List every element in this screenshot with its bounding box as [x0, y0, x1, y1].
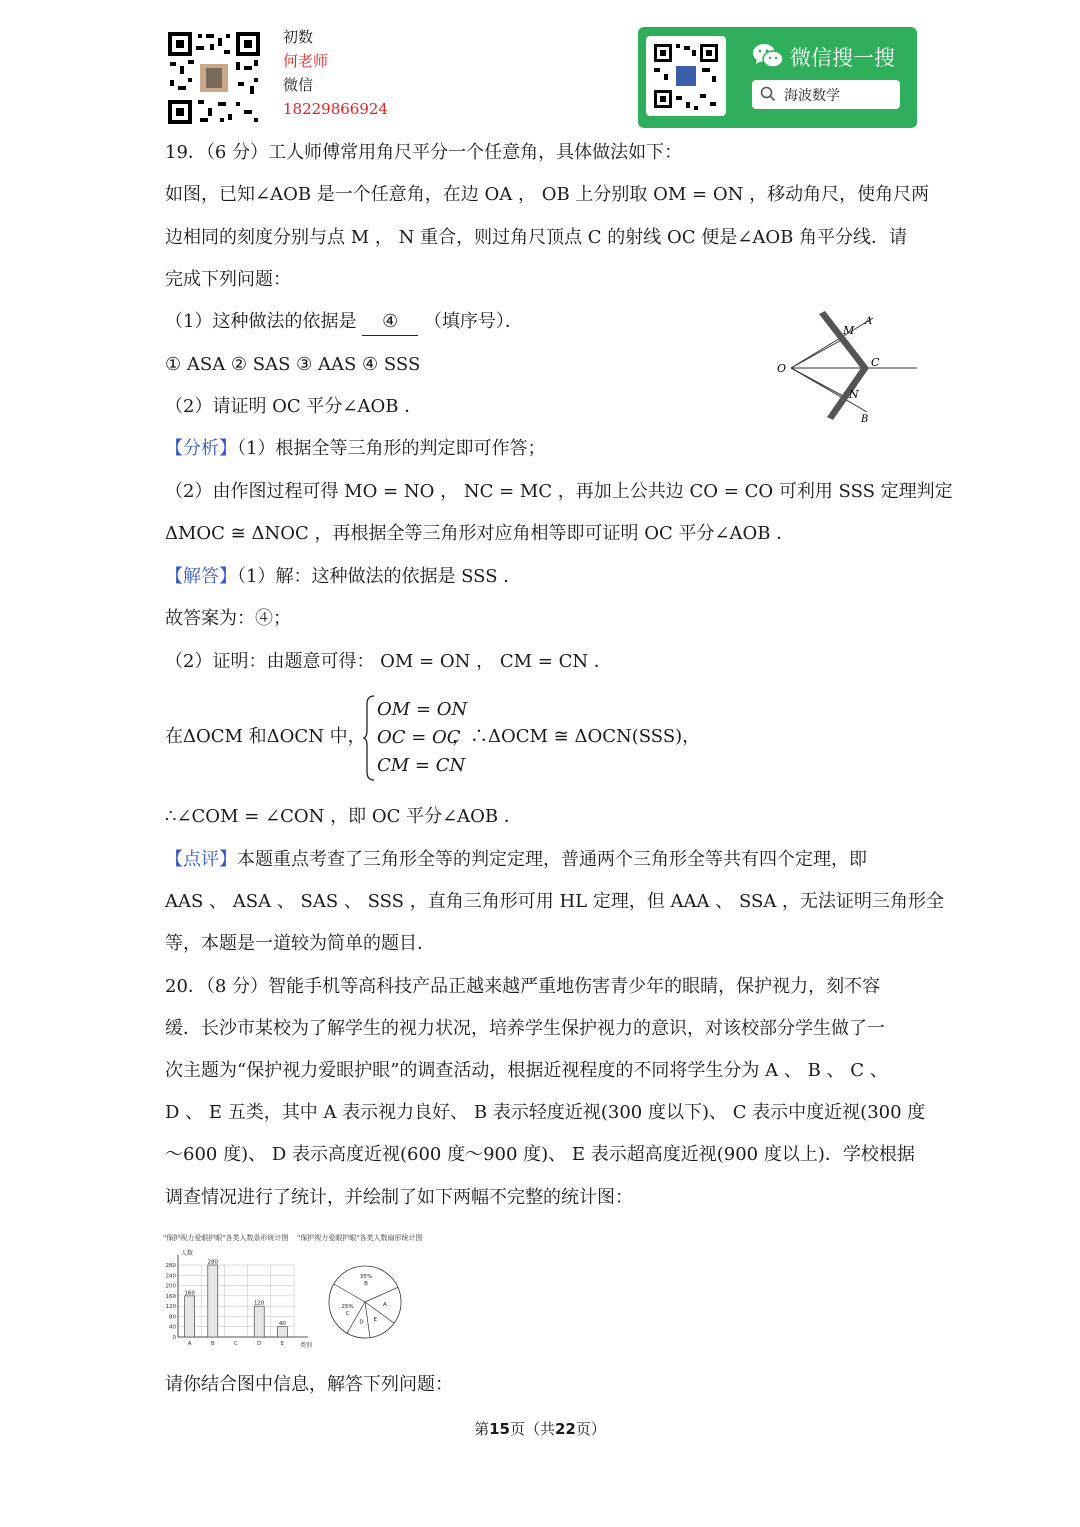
- page-number: 15: [489, 1420, 510, 1438]
- bar: [208, 1265, 218, 1337]
- pie-slice-label: D: [359, 1319, 364, 1326]
- label-n: N: [849, 388, 859, 401]
- q19-answer-2: 故答案为：④；: [165, 608, 291, 629]
- q19-paragraph-2: 边相同的刻度分别与点 M ， N 重合，则过角尺顶点 C 的射线 OC 便是∠AOB 角平分线．请: [165, 227, 908, 248]
- label-c: C: [871, 356, 880, 369]
- bar-data-label: 160: [184, 1290, 195, 1297]
- search-icon: [760, 86, 776, 102]
- label-a: A: [865, 316, 873, 327]
- bar: [254, 1306, 264, 1337]
- y-axis-label: 人数: [181, 1250, 194, 1257]
- system-brace: [362, 694, 376, 782]
- bar-data-label: 40: [278, 1321, 286, 1328]
- wechat-search-title: 微信搜一搜: [790, 46, 895, 70]
- page-total: 22: [555, 1420, 576, 1438]
- y-tick-label: 0: [172, 1335, 176, 1341]
- bar: [185, 1296, 195, 1337]
- angle-bisector-figure: [775, 308, 920, 430]
- q19-analysis-3: ΔMOC ≅ ΔNOC ，再根据全等三角形对应角相等即可证明 OC 平分∠AOB ．: [165, 523, 795, 544]
- q20-paragraph-7: 请你结合图中信息，解答下列问题：: [165, 1374, 453, 1395]
- q19-comment-1: [165, 847, 867, 873]
- y-tick-label: 200: [165, 1283, 176, 1290]
- contact-teacher: 何老师: [283, 52, 329, 70]
- y-tick-label: 240: [165, 1273, 176, 1280]
- q20-paragraph-6: 调查情况进行了统计，并绘制了如下两幅不完整的统计图：: [165, 1187, 633, 1208]
- q19-analysis-1: [165, 436, 545, 462]
- y-tick-label: 280: [165, 1263, 176, 1269]
- x-axis-label: 类别: [300, 1342, 313, 1349]
- x-tick-label: C: [234, 1341, 238, 1347]
- qr-code-icon: [646, 36, 726, 116]
- q19-paragraph-1: 如图，已知∠AOB 是一个任意角，在边 OA ， OB 上分别取 OM = ON ，移动角尺，使角尺两: [165, 184, 930, 205]
- page-footer: [0, 1418, 1080, 1439]
- label-m: M: [843, 324, 855, 337]
- pie-chart: [322, 1262, 408, 1342]
- pie-slice-label: C: [345, 1311, 350, 1317]
- x-tick-label: E: [280, 1341, 285, 1347]
- pie-chart-title: "保护视力爱眼护眼"各类人数扇形统计图: [297, 1234, 423, 1242]
- q20-paragraph-1: 20．（8 分）智能手机等高科技产品正越来越严重地伤害青少年的眼睛，保护视力，刻不容: [165, 976, 881, 997]
- pie-percent-label: 25%: [341, 1304, 354, 1310]
- bar-chart-title: "保护视力爱眼护眼"各类人数条形统计图: [163, 1234, 289, 1242]
- q19-answer-4-suffix: ，∴ΔOCM ≅ ΔOCN(SSS)，: [452, 726, 701, 747]
- bar-data-label: 120: [253, 1300, 265, 1307]
- label-b: B: [861, 414, 869, 425]
- q19-comment-3: 等，本题是一道较为简单的题目．: [165, 933, 435, 954]
- q19-sub1-prefix: （1）这种做法的依据是: [165, 311, 357, 332]
- system-eq-2: OC = OC: [377, 727, 461, 748]
- x-tick-label: D: [257, 1341, 262, 1347]
- comment-text-1: 本题重点考查了三角形全等的判定定理，普通两个三角形全等共有四个定理，即: [237, 849, 867, 870]
- y-tick-label: 160: [165, 1293, 176, 1300]
- answer-tag: 【解答】: [165, 566, 237, 587]
- q20-paragraph-3: 次主题为“保护视力爱眼护眼”的调查活动，根据近视程度的不同将学生分为 A 、 B 、 C 、: [165, 1060, 888, 1081]
- page-suffix: 页）: [575, 1420, 606, 1438]
- pie-slice-label: A: [383, 1302, 387, 1309]
- q20-paragraph-2: 缓．长沙市某校为了解学生的视力状况，培养学生保护视力的意识，对该校部分学生做了一: [165, 1018, 885, 1039]
- contact-line-3: 微信: [283, 76, 314, 94]
- q19-options: ① ASA ② SAS ③ AAS ④ SSS: [165, 354, 421, 375]
- contact-info: [283, 25, 388, 121]
- pie-slice-label: E: [373, 1317, 378, 1324]
- q19-analysis-2: （2）由作图过程可得 MO = NO ， NC = MC ，再加上公共边 CO = CO 可利用 SSS 定理判定: [165, 481, 953, 502]
- q19-sub1: [165, 309, 523, 336]
- q19-comment-2: AAS 、 ASA 、 SAS 、 SSS ，直角三角形可用 HL 定理，但 AAA 、 SSA ，无法证明三角形全: [165, 891, 945, 912]
- system-eq-1: OM = ON: [377, 699, 468, 720]
- q19-paragraph-3: 完成下列问题：: [165, 269, 291, 290]
- q19-sub1-answer: ④: [362, 309, 418, 336]
- analysis-tag: 【分析】: [165, 438, 237, 459]
- wechat-search-text: 海波数学: [784, 88, 840, 104]
- pie-slice-label: B: [364, 1281, 368, 1288]
- bar: [277, 1327, 287, 1337]
- contact-line-1: 初数: [283, 28, 314, 46]
- pie-chart-svg: [322, 1262, 408, 1342]
- wechat-logo-icon: [752, 42, 784, 70]
- qr-code-icon: [166, 30, 262, 126]
- label-o: O: [777, 362, 787, 375]
- bar-data-label: 280: [207, 1259, 219, 1266]
- bar-chart: [160, 1245, 325, 1350]
- q19-answer-1: [165, 564, 521, 590]
- q19-sub1-suffix: （填序号）．: [423, 311, 523, 332]
- y-tick-label: 40: [169, 1324, 176, 1331]
- page-mid: 页（共: [509, 1420, 555, 1438]
- q19-answer-5: ∴∠COM = ∠CON ，即 OC 平分∠AOB ．: [165, 806, 522, 827]
- answer-text-1: （1）解：这种做法的依据是 SSS ．: [237, 566, 522, 587]
- q19-sub2: （2）请证明 OC 平分∠AOB ．: [165, 396, 423, 417]
- bar-chart-svg: [160, 1245, 325, 1350]
- q19-title: 19．（6 分）工人师傅常用角尺平分一个任意角，具体做法如下：: [165, 142, 683, 163]
- q19-answer-3: （2）证明：由题意可得： OM = ON ， CM = CN ．: [165, 651, 612, 672]
- q20-paragraph-5: ～600 度)、 D 表示高度近视(600 度～900 度)、 E 表示超高度近视(900 度以上)．学校根据: [165, 1144, 915, 1165]
- y-tick-label: 120: [165, 1304, 176, 1311]
- system-eq-3: CM = CN: [377, 755, 466, 776]
- x-tick-label: B: [210, 1341, 215, 1347]
- qr-code-left: [166, 30, 262, 126]
- x-tick-label: A: [187, 1341, 192, 1347]
- y-tick-label: 80: [169, 1314, 176, 1321]
- wechat-qr-code: [646, 36, 726, 116]
- q19-answer-4-prefix: 在ΔOCM 和ΔOCN 中，: [165, 726, 366, 747]
- pie-percent-label: 35%: [359, 1274, 373, 1281]
- analysis-text-1: （1）根据全等三角形的判定即可作答；: [237, 438, 546, 459]
- q20-paragraph-4: D 、 E 五类，其中 A 表示视力良好、 B 表示轻度近视(300 度以下)、 C 表示中度近视(300 度: [165, 1102, 926, 1123]
- contact-phone: 18229866924: [283, 100, 388, 118]
- comment-tag: 【点评】: [165, 849, 237, 870]
- page-prefix: 第: [474, 1420, 490, 1438]
